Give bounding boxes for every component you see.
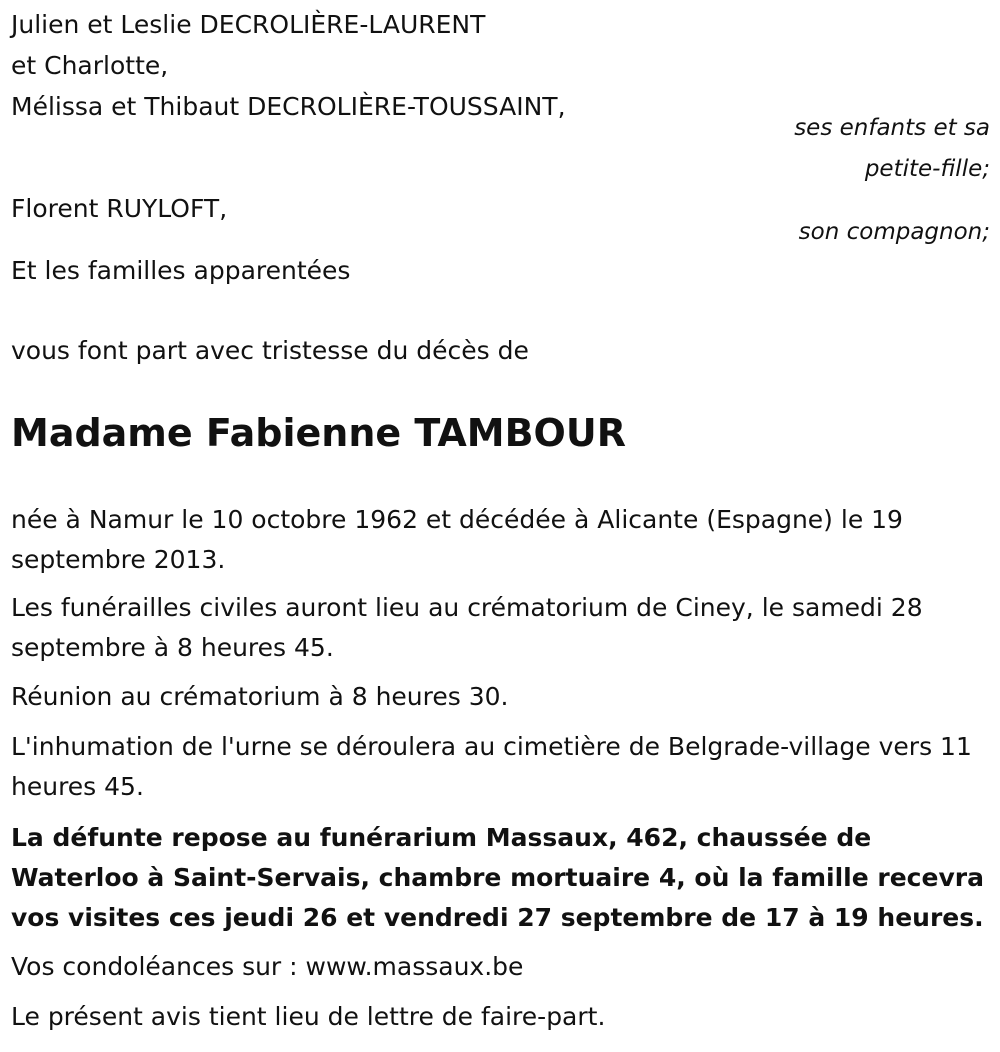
family-line-3: Mélissa et Thibaut DECROLIÈRE-TOUSSAINT, [11, 92, 566, 121]
birth-death-paragraph: née à Namur le 10 octobre 1962 et décédée à Alicante (Espagne) le 19 septembre 2013. [11, 505, 903, 574]
funeral-paragraph: Les funérailles civiles auront lieu au crématorium de Ciney, le samedi 28 septembre à 8 heures 45. [11, 593, 923, 662]
partner-role: son compagnon; [798, 219, 990, 245]
family-line-1: Julien et Leslie DECROLIÈRE-LAURENT [11, 10, 486, 39]
family-line-2: et Charlotte, [11, 51, 169, 80]
children-role-line-1: ses enfants et sa [794, 115, 990, 141]
children-role-line-2: petite-fille; [864, 156, 990, 182]
gathering-paragraph: Réunion au crématorium à 8 heures 30. [11, 682, 509, 711]
deceased-name: Madame Fabienne TAMBOUR [11, 411, 626, 455]
burial-paragraph: L'inhumation de l'urne se déroulera au cimetière de Belgrade-village vers 11 heures 45. [11, 732, 972, 801]
partner-name: Florent RUYLOFT, [11, 194, 228, 223]
announcement-line: vous font part avec tristesse du décès de [11, 336, 529, 365]
condolences-paragraph: Vos condoléances sur : www.massaux.be [11, 952, 524, 981]
relatives-line: Et les familles apparentées [11, 256, 351, 285]
rest-place-paragraph: La défunte repose au funérarium Massaux, 462, chaussée de Waterloo à Saint-Servais, chambre mortuaire 4, où la famille recevra vos visites ces jeudi 26 et vendredi 27 septembre de 17 à 19 heures. [11, 823, 984, 932]
notice-paragraph: Le présent avis tient lieu de lettre de faire-part. [11, 1002, 606, 1031]
